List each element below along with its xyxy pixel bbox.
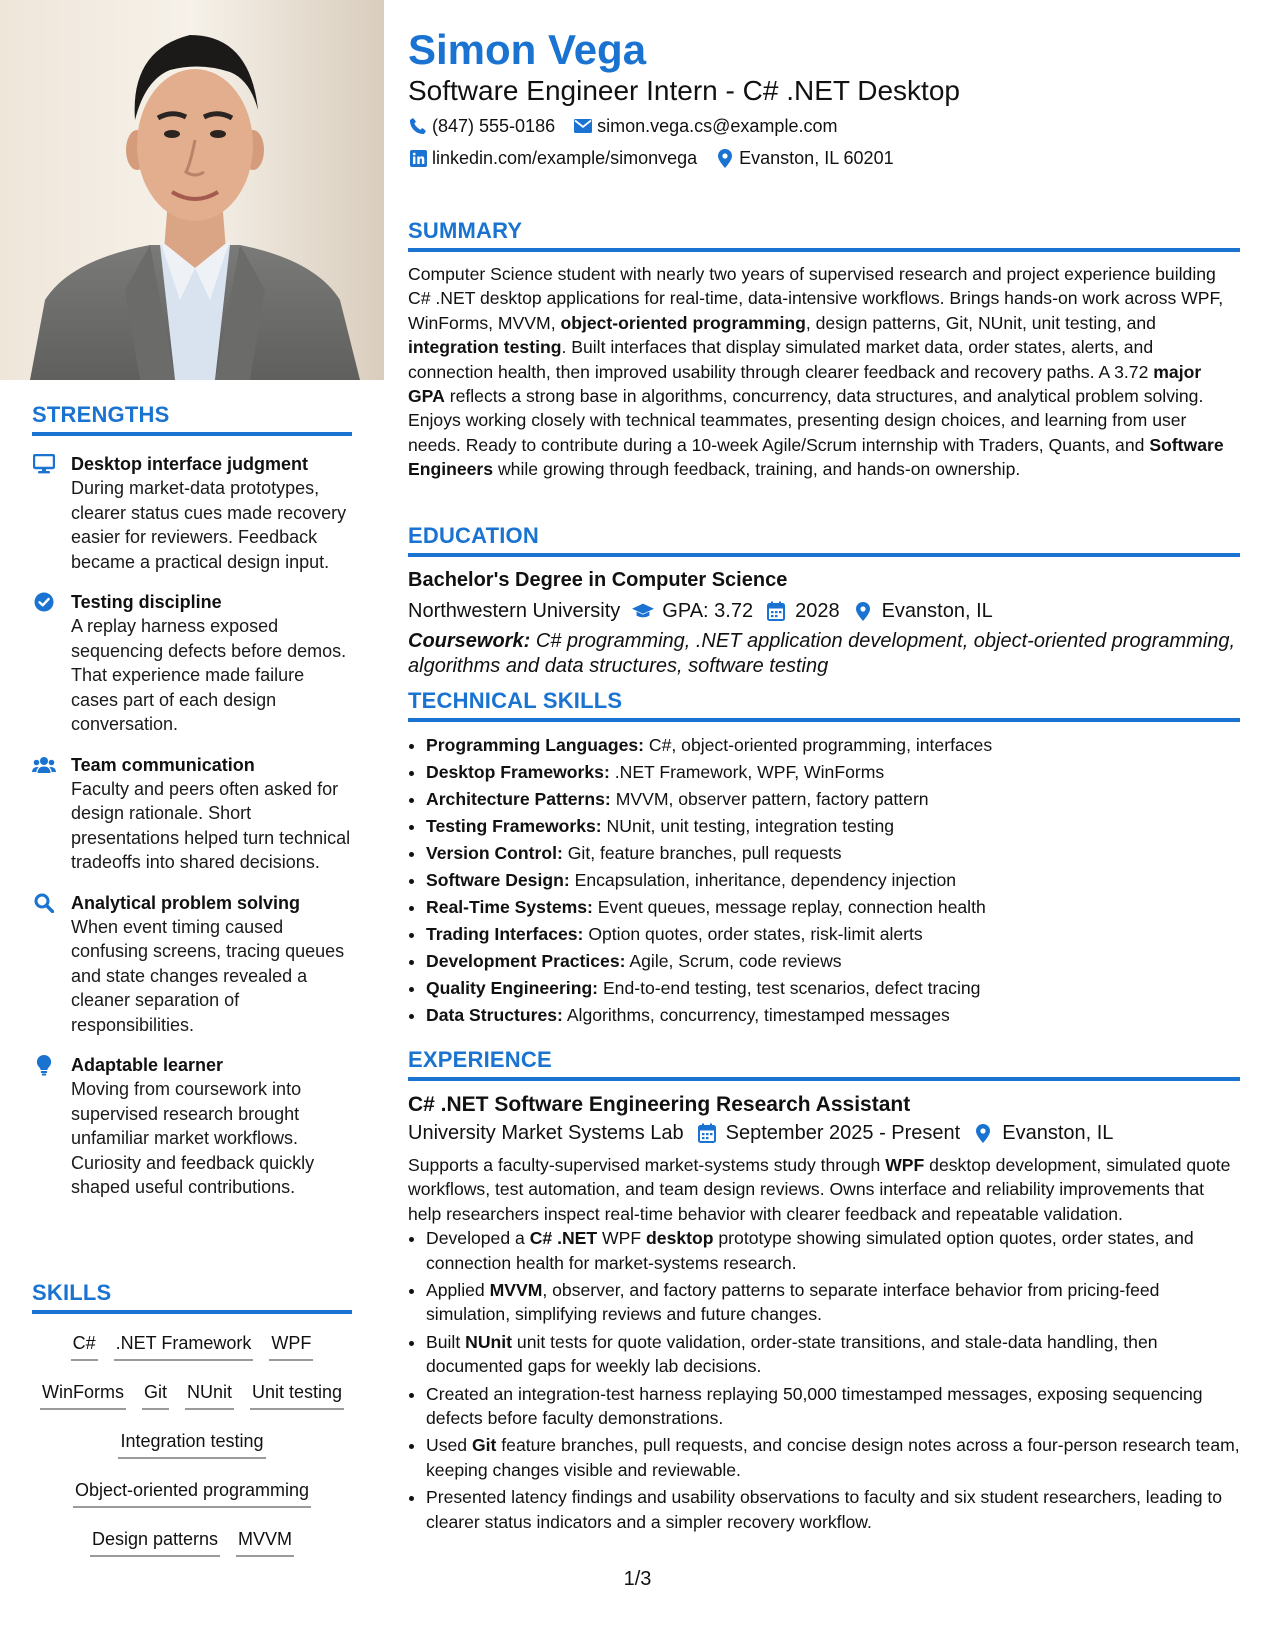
skill-label: Version Control:	[426, 843, 563, 863]
graduation-year: 2028	[795, 600, 840, 622]
skill-label: Desktop Frameworks:	[426, 762, 610, 782]
sidebar	[0, 0, 384, 1650]
search-icon	[32, 892, 56, 914]
strength-heading: Testing discipline	[71, 592, 222, 612]
strength-item	[32, 753, 352, 875]
text-run: Supports a faculty-supervised market-systems study through	[408, 1155, 886, 1175]
phone-text: (847) 555-0186	[432, 116, 556, 136]
strength-text: When event timing caused confusing screens, tracing queues and state changes revealed a cleaner separation of responsibilities.	[71, 916, 345, 1035]
skill-label: Development Practices:	[426, 951, 626, 971]
skill-row	[426, 975, 1240, 1002]
bold-text: MVVM	[489, 1280, 543, 1301]
text-run: Used	[426, 1435, 472, 1456]
skill-row	[426, 948, 1240, 975]
job-dates: September 2025 - Present	[725, 1122, 961, 1144]
text-run: . Built interfaces that display simulated market data, order states, alerts, and connection health, then improved usability through clearer feedback and recovery paths. A 3.72	[408, 337, 1154, 382]
education-meta	[408, 597, 1240, 625]
skills-list	[32, 1324, 352, 1573]
skill-row	[426, 867, 1240, 894]
summary-text	[408, 262, 1240, 482]
text-run: reflects a strong base in algorithms, concurrency, data structures, and analytical problem solving. Enjoys working closely with technical teammates, presenting design choices, and learning from user needs. Ready to contribute during a 10-week Agile/Scrum internship with Traders, Quants, and	[408, 386, 1204, 455]
skill-label: Software Design:	[426, 870, 570, 890]
bold-text: Software Engineers	[408, 434, 1224, 480]
skill-label: Trading Interfaces:	[426, 924, 584, 944]
text-run: , observer, and factory patterns to separate interface behavior from pricing-feed simulation, simplifying reviews and future changes.	[426, 1280, 1160, 1325]
location-text: Evanston, IL 60201	[739, 148, 894, 168]
text-run: Computer Science student with nearly two years of supervised research and project experience building C# .NET desktop applications for real-time, data-intensive workflows. Brings hands-on work across WPF, WinForms, MVVM,	[408, 264, 1224, 333]
education-section	[408, 523, 1240, 678]
skill-label: Architecture Patterns:	[426, 789, 611, 809]
job-bullet	[426, 1382, 1240, 1431]
skill-chip: Object-oriented programming	[73, 1475, 311, 1508]
technical-skills-section	[408, 688, 1240, 1029]
summary-section	[408, 218, 1240, 482]
skill-chip: WinForms	[40, 1377, 126, 1410]
strength-item	[32, 452, 352, 574]
strengths-section	[32, 402, 352, 1216]
coursework-text: C# programming, .NET application development, object-oriented programming, algorithms and data structures, software testing	[408, 630, 1236, 677]
experience-title: EXPERIENCE	[408, 1047, 1240, 1081]
skill-row	[426, 1002, 1240, 1029]
bold-text: object-oriented programming	[560, 312, 806, 333]
skill-row	[426, 921, 1240, 948]
gpa-text: GPA: 3.72	[662, 600, 754, 622]
experience-section	[408, 1047, 1240, 1537]
technical-skills-list	[408, 732, 1240, 1029]
skills-section	[32, 1280, 352, 1573]
contact-row-2	[408, 146, 912, 170]
job-bullet	[426, 1330, 1240, 1379]
linkedin-contact[interactable]	[408, 146, 697, 170]
skill-value: C#, object-oriented programming, interfaces	[648, 735, 993, 755]
skill-value: .NET Framework, WPF, WinForms	[614, 762, 885, 782]
strength-heading: Desktop interface judgment	[71, 454, 309, 474]
school-name: Northwestern University	[408, 600, 621, 622]
text-run: unit tests for quote validation, order-state transitions, and stale-data handling, then documented gaps for weekly lab decisions.	[426, 1331, 1158, 1377]
strengths-title: STRENGTHS	[32, 402, 352, 436]
school-location: Evanston, IL	[881, 600, 993, 622]
employer-name: University Market Systems Lab	[408, 1122, 684, 1144]
job-description	[408, 1153, 1240, 1226]
skill-row	[426, 759, 1240, 786]
strength-text: During market-data prototypes, clearer status cues made recovery easier for reviewers. Feedback became a practical design input.	[71, 478, 347, 572]
strength-item	[32, 891, 352, 1038]
job-bullet	[426, 1485, 1240, 1534]
linkedin-text: linkedin.com/example/simonvega	[432, 148, 698, 168]
skill-row	[426, 732, 1240, 759]
strength-heading: Adaptable learner	[71, 1055, 224, 1075]
location-contact	[715, 146, 893, 170]
skill-label: Programming Languages:	[426, 735, 644, 755]
bold-text: major GPA	[408, 361, 1202, 407]
skill-chip: Integration testing	[118, 1426, 265, 1459]
users-icon	[32, 754, 56, 776]
phone-icon	[408, 116, 428, 136]
strength-text: Faculty and peers often asked for design rationale. Short presentations helped turn technical tradeoffs into shared decisions.	[71, 778, 351, 872]
text-run: Created an integration-test harness replaying 50,000 timestamped messages, exposing sequencing defects before faculty demonstrations.	[426, 1383, 1203, 1429]
skill-value: MVVM, observer pattern, factory pattern	[615, 789, 929, 809]
text-run: feature branches, pull requests, and concise design notes across a four-person research team, keeping changes visible and reviewable.	[426, 1435, 1240, 1480]
skill-chip: MVVM	[236, 1524, 294, 1557]
skill-label: Data Structures:	[426, 1005, 563, 1025]
skill-chip: NUnit	[185, 1377, 234, 1410]
bold-text: integration testing	[408, 337, 562, 358]
job-bullets	[408, 1226, 1240, 1534]
skill-label: Testing Frameworks:	[426, 816, 602, 836]
envelope-icon	[573, 116, 593, 136]
skill-value: Git, feature branches, pull requests	[567, 843, 842, 863]
strength-text: Moving from coursework into supervised research brought unfamiliar market workflows. Curiosity and feedback quickly shaped useful contributions.	[71, 1079, 315, 1197]
contact-row	[408, 114, 855, 138]
skill-value: End-to-end testing, test scenarios, defect tracing	[602, 978, 981, 998]
skill-row	[426, 894, 1240, 921]
skill-chip: WPF	[269, 1328, 313, 1361]
text-run: Presented latency findings and usability observations to faculty and six student researchers, leading to clearer status indicators and a simpler recovery workflow.	[426, 1487, 1223, 1532]
map-pin-icon	[852, 600, 874, 622]
skill-label: Real-Time Systems:	[426, 897, 593, 917]
job-bullet	[426, 1226, 1240, 1275]
text-run: , design patterns, Git, NUnit, unit testing, and	[805, 312, 1156, 333]
skill-row	[426, 813, 1240, 840]
page-number: 1/3	[623, 1568, 652, 1590]
skill-value: NUnit, unit testing, integration testing	[606, 816, 895, 836]
job-bullet	[426, 1278, 1240, 1327]
skill-value: Agile, Scrum, code reviews	[629, 951, 842, 971]
calendar-icon	[696, 1122, 718, 1144]
text-run: desktop development, simulated quote workflows, test automation, and team design reviews. Owns interface and reliability improvements that help researchers inspect real-time behavior with clearer feedback and repeatable validation.	[408, 1155, 1231, 1224]
skill-value: Algorithms, concurrency, timestamped messages	[566, 1005, 950, 1025]
text-run: Developed a	[426, 1228, 530, 1249]
summary-title: SUMMARY	[408, 218, 1240, 252]
skill-value: Encapsulation, inheritance, dependency injection	[574, 870, 957, 890]
job-title: C# .NET Software Engineering Research Assistant	[408, 1093, 911, 1116]
check-circle-icon	[32, 591, 56, 613]
coursework	[408, 629, 1240, 678]
lightbulb-icon	[32, 1054, 56, 1076]
profile-photo	[0, 0, 384, 380]
calendar-icon	[765, 600, 787, 622]
candidate-title: Software Engineer Intern - C# .NET Desktop	[408, 75, 960, 106]
bold-text: C# .NET	[529, 1228, 598, 1249]
text-run: while growing through feedback, training, and hands-on ownership.	[493, 459, 1021, 480]
linkedin-icon	[408, 148, 428, 168]
phone-contact[interactable]	[408, 114, 555, 138]
bold-text: WPF	[885, 1155, 925, 1175]
skill-chip: .NET Framework	[114, 1328, 254, 1361]
skill-chip: Git	[142, 1377, 169, 1410]
skill-chip: Design patterns	[90, 1524, 220, 1557]
skill-value: Event queues, message replay, connection health	[597, 897, 986, 917]
skill-label: Quality Engineering:	[426, 978, 599, 998]
email-text: simon.vega.cs@example.com	[597, 116, 838, 136]
map-pin-icon	[972, 1122, 994, 1144]
text-run: WPF	[597, 1228, 647, 1249]
bold-text: desktop	[646, 1228, 714, 1249]
bold-text: NUnit	[465, 1331, 513, 1352]
strength-text: A replay harness exposed sequencing defects before demos. That experience made failure cases part of each design conversation.	[71, 616, 347, 734]
skill-row	[426, 786, 1240, 813]
candidate-name: Simon Vega	[408, 26, 647, 73]
strength-heading: Team communication	[71, 754, 255, 775]
job-location: Evanston, IL	[1002, 1122, 1114, 1144]
graduation-cap-icon	[632, 600, 654, 622]
technical-skills-title: TECHNICAL SKILLS	[408, 688, 1240, 722]
job-bullet	[426, 1433, 1240, 1482]
bold-text: Git	[471, 1435, 497, 1456]
map-pin-icon	[715, 148, 735, 168]
education-title: EDUCATION	[408, 523, 1240, 557]
skills-title: SKILLS	[32, 1280, 352, 1314]
degree-name: Bachelor's Degree in Computer Science	[408, 569, 788, 591]
text-run: Applied	[426, 1280, 490, 1301]
text-run: Built	[426, 1331, 466, 1352]
coursework-label: Coursework:	[408, 630, 531, 652]
skill-chip: C#	[71, 1328, 98, 1361]
text-run: prototype showing simulated option quotes, order states, and connection health for market-systems research.	[426, 1228, 1194, 1273]
strength-heading: Analytical problem solving	[71, 892, 301, 913]
strength-item	[32, 1053, 352, 1200]
skill-value: Option quotes, order states, risk-limit alerts	[588, 924, 923, 944]
strength-item	[32, 590, 352, 737]
skill-chip: Unit testing	[250, 1377, 344, 1410]
email-contact[interactable]	[573, 114, 837, 138]
job-meta	[408, 1119, 1240, 1147]
monitor-icon	[32, 453, 56, 475]
skill-row	[426, 840, 1240, 867]
